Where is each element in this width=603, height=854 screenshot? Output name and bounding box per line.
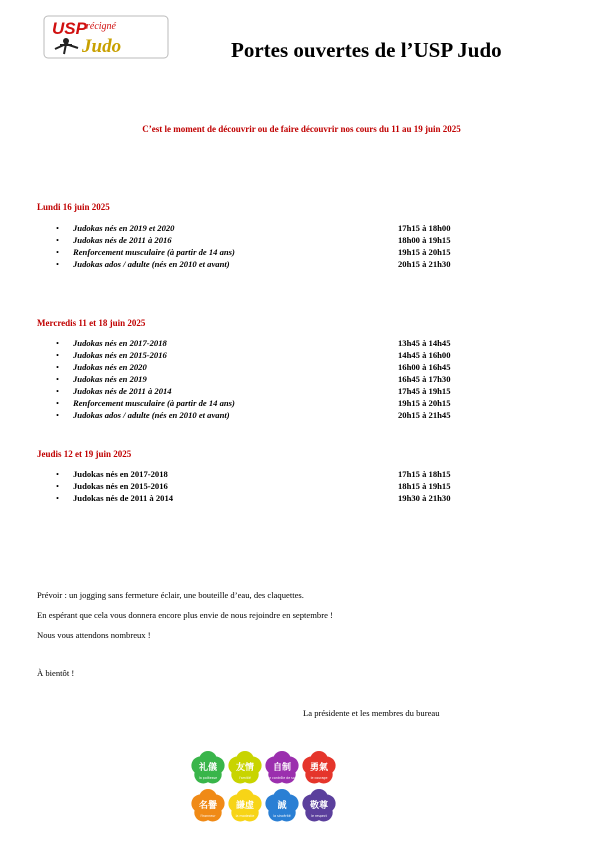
session-row bbox=[37, 234, 497, 246]
session-time: 20h15 à 21h30 bbox=[398, 259, 451, 269]
session-row bbox=[37, 397, 497, 409]
bullet: • bbox=[56, 338, 60, 348]
code-moral-glyph: 友情 bbox=[235, 763, 255, 773]
intro-text: C’est le moment de découvrir ou de faire découvrir nos cours du 11 au 19 juin 2025 bbox=[142, 124, 461, 134]
session-time: 19h15 à 20h15 bbox=[398, 398, 451, 408]
svg-text:Judo: Judo bbox=[82, 36, 122, 57]
session-time: 19h15 à 20h15 bbox=[398, 247, 451, 257]
session-row bbox=[37, 480, 497, 492]
session-group: Judokas nés en 2019 et 2020 bbox=[73, 223, 175, 233]
bullet: • bbox=[56, 469, 60, 479]
code-moral-glyph: 誠 bbox=[277, 801, 287, 811]
bullet: • bbox=[56, 493, 60, 503]
session-row bbox=[37, 468, 497, 480]
session-group: Renforcement musculaire (à partir de 14 ans) bbox=[73, 398, 235, 408]
bullet: • bbox=[56, 398, 60, 408]
session-group: Judokas nés en 2017-2018 bbox=[73, 338, 167, 348]
schedule-monday bbox=[37, 222, 497, 270]
code-moral-label: la politesse bbox=[198, 776, 218, 780]
code-moral-flower bbox=[228, 789, 261, 821]
bye-text: À bientôt ! bbox=[37, 668, 75, 678]
session-row bbox=[37, 409, 497, 421]
code-moral-flower bbox=[265, 789, 298, 821]
code-moral-label: la modestie bbox=[235, 814, 255, 818]
session-time: 20h15 à 21h45 bbox=[398, 410, 451, 420]
session-row bbox=[37, 246, 497, 258]
session-row bbox=[37, 337, 497, 349]
bullet: • bbox=[56, 481, 60, 491]
session-row bbox=[37, 258, 497, 270]
hope-text: En espérant que cela vous donnera encore plus envie de nous rejoindre en septembre ! bbox=[37, 610, 333, 620]
session-time: 17h45 à 19h15 bbox=[398, 386, 451, 396]
bullet: • bbox=[56, 350, 60, 360]
code-moral-glyph: 名譽 bbox=[198, 801, 218, 811]
usp-judo-logo bbox=[42, 14, 170, 60]
session-group: Judokas nés en 2015-2016 bbox=[73, 481, 168, 491]
wait-text: Nous vous attendons nombreux ! bbox=[37, 630, 151, 640]
session-group: Judokas nés en 2017-2018 bbox=[73, 469, 168, 479]
code-moral-label: l'honneur bbox=[200, 814, 216, 818]
session-time: 19h30 à 21h30 bbox=[398, 493, 451, 503]
code-moral-label: le courage bbox=[310, 776, 328, 780]
prevoir-text: Prévoir : un jogging sans fermeture éclair, une bouteille d’eau, des claquettes. bbox=[37, 590, 304, 600]
session-time: 16h00 à 16h45 bbox=[398, 362, 451, 372]
bullet: • bbox=[56, 362, 60, 372]
session-time: 18h15 à 19h15 bbox=[398, 481, 451, 491]
code-moral-flower bbox=[191, 751, 224, 783]
bullet: • bbox=[56, 223, 60, 233]
bullet: • bbox=[56, 386, 60, 396]
session-row bbox=[37, 349, 497, 361]
code-moral-glyph: 謙虚 bbox=[235, 801, 255, 811]
code-moral-label: l'amitié bbox=[239, 776, 251, 780]
bullet: • bbox=[56, 259, 60, 269]
bullet: • bbox=[56, 247, 60, 257]
code-moral-label: le respect bbox=[311, 814, 327, 818]
session-group: Judokas nés en 2019 bbox=[73, 374, 147, 384]
signature: La présidente et les membres du bureau bbox=[303, 708, 440, 718]
bullet: • bbox=[56, 235, 60, 245]
schedule-thursday bbox=[37, 468, 497, 504]
session-group: Judokas nés de 2011 à 2014 bbox=[73, 493, 174, 503]
session-group: Judokas nés de 2011 à 2016 bbox=[73, 235, 172, 245]
session-time: 16h45 à 17h30 bbox=[398, 374, 451, 384]
session-row bbox=[37, 492, 497, 504]
code-moral-glyph: 敬尊 bbox=[309, 801, 329, 811]
code-moral-label: la sincérité bbox=[273, 814, 291, 818]
schedule-wednesday bbox=[37, 337, 497, 421]
session-time: 18h00 à 19h15 bbox=[398, 235, 451, 245]
bullet: • bbox=[56, 410, 60, 420]
session-group: Judokas ados / adulte (nés en 2010 et avant) bbox=[73, 259, 230, 269]
day-title-monday: Lundi 16 juin 2025 bbox=[37, 202, 110, 212]
code-moral-flower bbox=[302, 751, 335, 783]
code-moral-label: le contrôle de soi bbox=[268, 776, 296, 780]
page-title: Portes ouvertes de l’USP Judo bbox=[231, 38, 502, 62]
session-group: Judokas nés en 2015-2016 bbox=[73, 350, 167, 360]
day-title-thursday: Jeudis 12 et 19 juin 2025 bbox=[37, 449, 132, 459]
session-group: Renforcement musculaire (à partir de 14 ans) bbox=[73, 247, 235, 257]
code-moral-glyph: 自制 bbox=[272, 763, 292, 773]
session-row bbox=[37, 373, 497, 385]
session-time: 17h15 à 18h00 bbox=[398, 223, 451, 233]
code-moral-image bbox=[190, 750, 340, 825]
code-moral-flower bbox=[302, 789, 335, 821]
svg-text:récigné: récigné bbox=[86, 21, 116, 32]
day-title-wednesday: Mercredis 11 et 18 juin 2025 bbox=[37, 318, 146, 328]
code-moral-glyph: 礼儀 bbox=[198, 763, 218, 773]
session-time: 13h45 à 14h45 bbox=[398, 338, 451, 348]
session-group: Judokas nés de 2011 à 2014 bbox=[73, 386, 172, 396]
session-row bbox=[37, 222, 497, 234]
session-row bbox=[37, 361, 497, 373]
bullet: • bbox=[56, 374, 60, 384]
session-group: Judokas ados / adulte (nés en 2010 et avant) bbox=[73, 410, 230, 420]
code-moral-flower bbox=[265, 751, 298, 783]
code-moral-flower bbox=[228, 751, 261, 783]
session-group: Judokas nés en 2020 bbox=[73, 362, 147, 372]
code-moral-flower bbox=[191, 789, 224, 821]
code-moral-glyph: 勇氣 bbox=[309, 763, 329, 773]
session-time: 14h45 à 16h00 bbox=[398, 350, 451, 360]
svg-text:USP: USP bbox=[52, 19, 87, 38]
session-row bbox=[37, 385, 497, 397]
session-time: 17h15 à 18h15 bbox=[398, 469, 451, 479]
